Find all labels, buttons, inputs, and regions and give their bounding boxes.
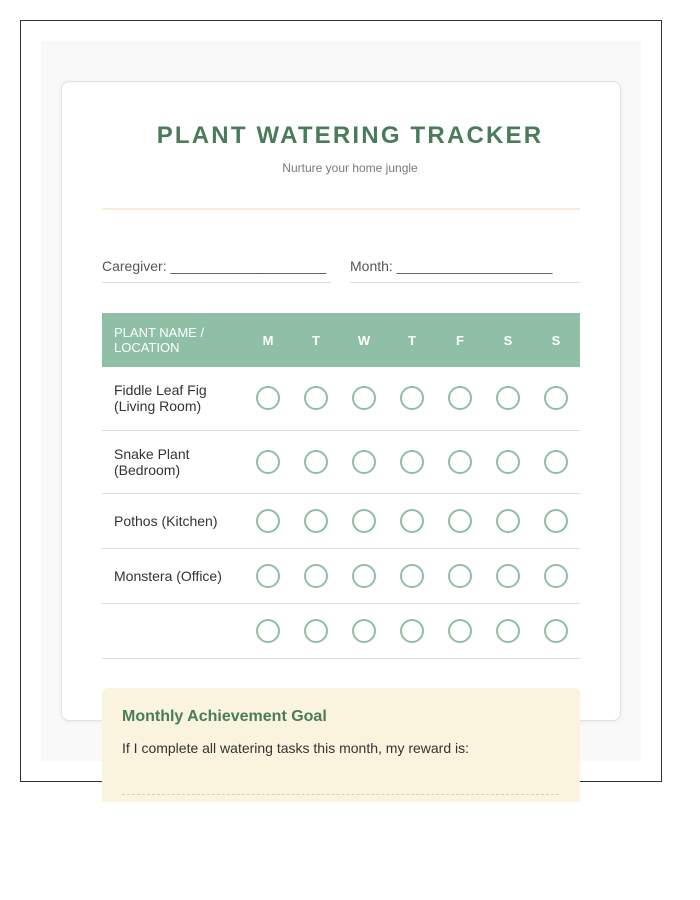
watering-checkbox[interactable] [256,386,280,410]
plant-name: Pothos (Kitchen) [102,493,244,548]
watering-checkbox[interactable] [400,450,424,474]
month-field[interactable]: Month: ____________________ [350,258,580,283]
watering-checkbox[interactable] [400,386,424,410]
watering-checkbox[interactable] [544,619,568,643]
watering-checkbox[interactable] [544,509,568,533]
page-title: PLANT WATERING TRACKER [156,122,544,149]
caregiver-field[interactable]: Caregiver: ____________________ [102,258,331,283]
watering-checkbox[interactable] [304,619,328,643]
watering-checkbox[interactable] [448,386,472,410]
watering-checkbox[interactable] [448,619,472,643]
column-header-day: F [436,313,484,367]
watering-checkbox[interactable] [304,450,328,474]
watering-checkbox[interactable] [304,564,328,588]
header-divider [102,208,580,210]
table-row [102,548,580,603]
plant-name: Fiddle Leaf Fig (Living Room) [102,367,244,430]
watering-checkbox[interactable] [304,509,328,533]
watering-checkbox[interactable] [496,386,520,410]
page-subtitle: Nurture your home jungle [282,161,418,175]
reward-write-line[interactable] [122,794,559,795]
watering-checkbox[interactable] [352,509,376,533]
plant-name[interactable] [102,603,244,658]
watering-checkbox[interactable] [448,509,472,533]
watering-checkbox[interactable] [256,619,280,643]
watering-checkbox[interactable] [256,509,280,533]
watering-checkbox[interactable] [544,564,568,588]
watering-checkbox[interactable] [352,450,376,474]
watering-checkbox[interactable] [496,450,520,474]
column-header-day: W [340,313,388,367]
table-row [102,367,580,430]
table-row [102,603,580,658]
watering-checkbox[interactable] [352,619,376,643]
column-header-day: T [388,313,436,367]
goal-title: Monthly Achievement Goal [122,708,327,725]
watering-checkbox[interactable] [256,564,280,588]
watering-checkbox[interactable] [448,564,472,588]
table-header-row [102,313,580,367]
monthly-goal-box [102,688,580,802]
table-row [102,493,580,548]
watering-checkbox[interactable] [448,450,472,474]
column-header-day: S [484,313,532,367]
watering-checkbox[interactable] [352,386,376,410]
watering-checkbox[interactable] [400,564,424,588]
column-header-plant: PLANT NAME / LOCATION [102,313,244,367]
table-row [102,430,580,493]
watering-checkbox[interactable] [544,386,568,410]
watering-checkbox[interactable] [496,509,520,533]
watering-checkbox[interactable] [400,509,424,533]
plant-name: Monstera (Office) [102,548,244,603]
watering-checkbox[interactable] [496,619,520,643]
watering-checkbox[interactable] [544,450,568,474]
plant-name: Snake Plant (Bedroom) [102,430,244,493]
goal-prompt: If I complete all watering tasks this month, my reward is: [122,740,470,756]
watering-checkbox[interactable] [400,619,424,643]
watering-checkbox[interactable] [352,564,376,588]
column-header-day: M [244,313,292,367]
watering-checkbox[interactable] [256,450,280,474]
column-header-day: S [532,313,580,367]
watering-checkbox[interactable] [496,564,520,588]
watering-checkbox[interactable] [304,386,328,410]
watering-table [102,313,580,659]
column-header-day: T [292,313,340,367]
